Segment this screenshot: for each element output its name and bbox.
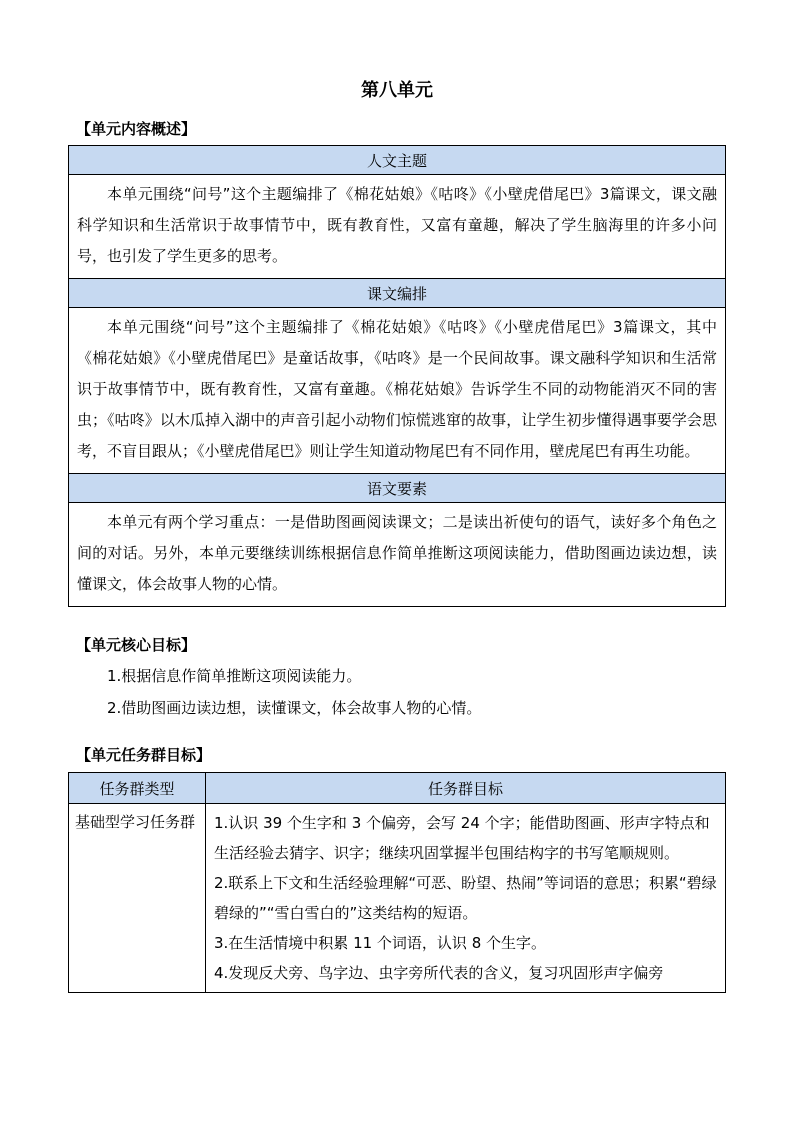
core-goal-item: 1.根据信息作简单推断这项阅读能力。 xyxy=(107,667,362,685)
core-goal-item: 2.借助图画边读边想，读懂课文，体会故事人物的心情。 xyxy=(107,699,482,717)
task-goal-item: 4.发现反犬旁、鸟字边、虫字旁所代表的含义，复习巩固形声字偏旁 xyxy=(214,964,664,982)
task-col-goal-header: 任务群目标 xyxy=(206,773,726,804)
overview-header-arrangement: 课文编排 xyxy=(69,279,726,308)
overview-header-elements: 语文要素 xyxy=(69,474,726,503)
task-type-cell: 基础型学习任务群 xyxy=(69,804,206,993)
page-title: 第八单元 xyxy=(361,80,433,101)
overview-text-arrangement: 本单元围绕“问号”这个主题编排了《棉花姑娘》《咕咚》《小壁虎借尾巴》3篇课文，其中《棉花姑娘》《小壁虎借尾巴》是童话故事，《咕咚》是一个民间故事。课文融科学知识和生活常识于故事情节中，既有教育性，又富有童趣。《棉花姑娘》告诉学生不同的动物能消灭不同的害虫；《咕咚》以木瓜掉入湖中的声音引起小动物们惊慌逃窜的故事，让学生初步懂得遇事要学会思考，不盲目跟从；《小壁虎借尾巴》则让学生知道动物尾巴有不同作用，壁虎尾巴有再生功能。 xyxy=(69,308,726,474)
overview-heading: 【单元内容概述】 xyxy=(76,120,197,138)
task-goal-item: 3.在生活情境中积累 11 个词语，认识 8 个生字。 xyxy=(214,934,547,952)
task-col-type-header: 任务群类型 xyxy=(69,773,206,804)
task-goal-cell xyxy=(206,804,726,993)
task-goal-item: 1.认识 39 个生字和 3 个偏旁，会写 24 个字；能借助图画、形声字特点和生活经验去猜字、识字；继续巩固掌握半包围结构字的书写笔顺规则。 xyxy=(214,814,710,862)
overview-text-theme: 本单元围绕“问号”这个主题编排了《棉花姑娘》《咕咚》《小壁虎借尾巴》3篇课文，课文融科学知识和生活常识于故事情节中，既有教育性，又富有童趣，解决了学生脑海里的许多小问号，也引发了学生更多的思考。 xyxy=(69,175,726,279)
overview-table xyxy=(68,145,726,607)
overview-text-elements: 本单元有两个学习重点：一是借助图画阅读课文；二是读出祈使句的语气，读好多个角色之间的对话。另外，本单元要继续训练根据信息作简单推断这项阅读能力，借助图画边读边想，读懂课文，体会故事人物的心情。 xyxy=(69,503,726,607)
core-goals-heading: 【单元核心目标】 xyxy=(76,636,197,654)
task-goal-item: 2.联系上下文和生活经验理解“可恶、盼望、热闹”等词语的意思；积累“碧绿碧绿的”“雪白雪白的”这类结构的短语。 xyxy=(214,874,717,922)
overview-header-theme: 人文主题 xyxy=(69,146,726,175)
task-goals-heading: 【单元任务群目标】 xyxy=(76,746,212,764)
task-goals-table xyxy=(68,772,726,993)
